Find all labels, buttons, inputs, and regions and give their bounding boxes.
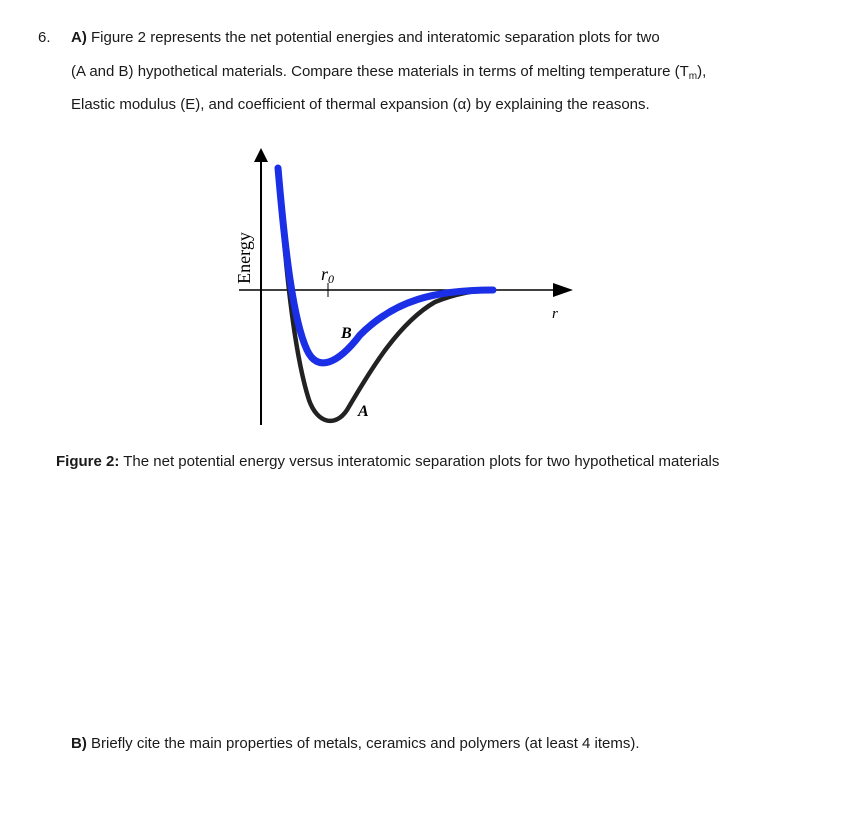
r0-label-sub: 0 [328,272,335,286]
caption-label: Figure 2: [56,453,120,470]
question-line-2 [71,63,706,82]
curve-b [278,168,493,363]
question-line-1 [71,29,660,46]
part-b-label: B) [71,735,87,752]
part-b-question [71,735,640,752]
question-line-3: Elastic modulus (E), and coefficient of thermal expansion (α) by explaining the reasons. [71,96,650,113]
part-b-text: Briefly cite the main properties of metals, ceramics and polymers (at least 4 items). [91,735,640,752]
y-axis-arrow-icon [254,148,268,162]
x-axis-arrow-icon [553,283,573,297]
tm-subscript: m [688,71,698,82]
caption-text: The net potential energy versus interatomic separation plots for two hypothetical materials [123,453,720,470]
r0-label [321,264,334,286]
figure-caption [56,453,719,470]
question-line-1-text: Figure 2 represents the net potential energies and interatomic separation plots for two [91,29,660,46]
r0-label-main: r [321,264,329,284]
potential-energy-figure [225,140,585,435]
x-axis-label: r [552,306,558,322]
curve-a-label: A [358,403,369,420]
question-line-2-text: (A and B) hypothetical materials. Compare these materials in terms of melting temperature (T [71,63,689,80]
y-axis-label: Energy [234,232,254,284]
part-a-label: A) [71,29,87,46]
question-number: 6. [38,29,51,46]
curve-b-label: B [341,325,352,342]
question-line-2-end: ), [697,63,707,80]
